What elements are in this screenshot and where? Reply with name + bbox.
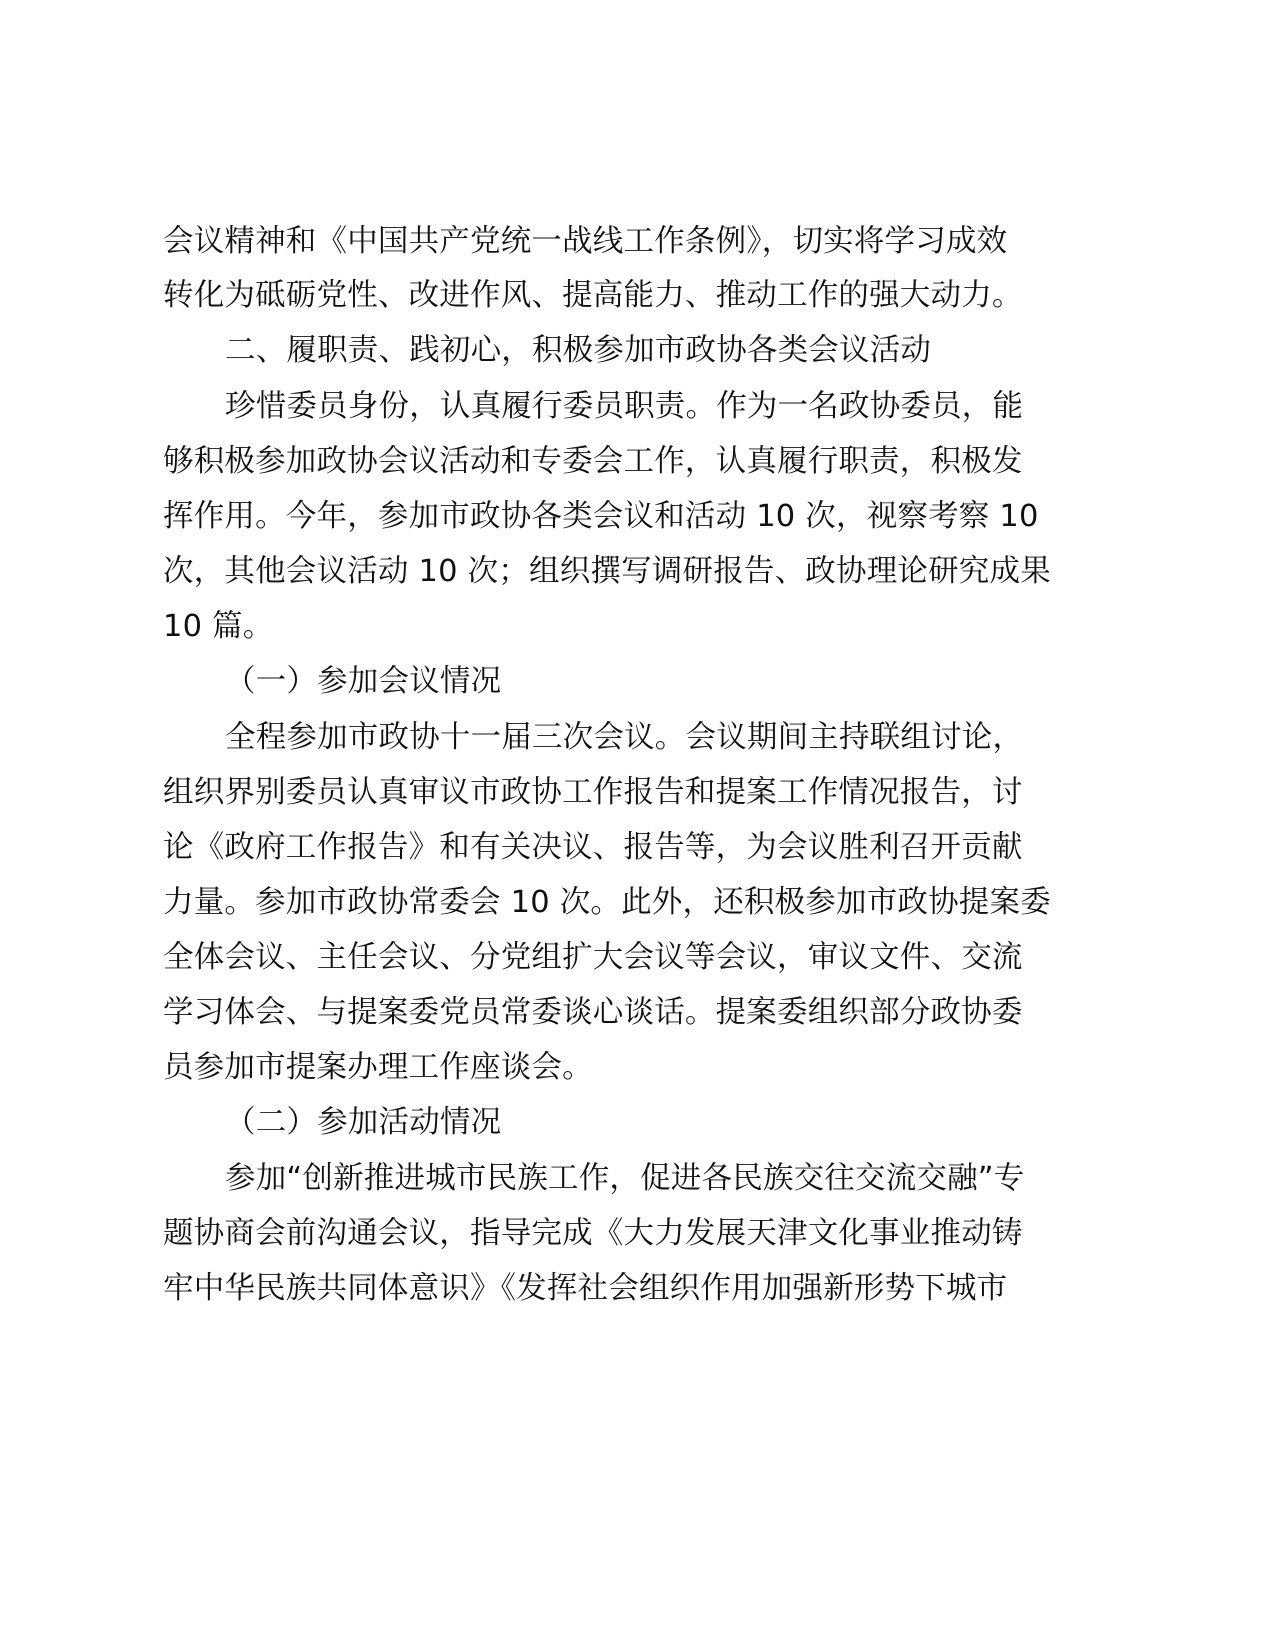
paragraph-line: 全体会议、主任会议、分党组扩大会议等会议，审议文件、交流 [163, 940, 1023, 975]
paragraph-line: 参加“创新推进城市民族工作，促进各民族交往交流交融”专 [225, 1161, 1025, 1196]
paragraph-line: 够积极参加政协会议活动和专委会工作，认真履行职责，积极发 [163, 444, 1023, 479]
paragraph-line: 题协商会前沟通会议，指导完成《大力发展天津文化事业推动铸 [163, 1216, 1023, 1251]
paragraph-line: 挥作用。今年，参加市政协各类会议和活动 10 次，视察考察 10 [163, 499, 1039, 534]
paragraph-line: 转化为砥砺党性、改进作风、提高能力、推动工作的强大动力。 [163, 278, 1023, 313]
paragraph-line: 珍惜委员身份，认真履行委员职责。作为一名政协委员，能 [225, 389, 1024, 424]
paragraph-line: 次，其他会议活动 10 次；组织撰写调研报告、政协理论研究成果 [163, 554, 1051, 589]
paragraph-line: 组织界别委员认真审议市政协工作报告和提案工作情况报告，讨 [163, 775, 1023, 810]
paragraph-line: 10 篇。 [163, 609, 274, 644]
section-heading: 二、履职责、践初心，积极参加市政协各类会议活动 [225, 333, 932, 368]
paragraph-line: 学习体会、与提案委党员常委谈心谈话。提案委组织部分政协委 [163, 995, 1023, 1030]
subsection-heading: （一）参加会议情况 [225, 664, 502, 699]
paragraph-line: 会议精神和《中国共产党统一战线工作条例》，切实将学习成效 [163, 224, 1008, 259]
subsection-heading: （二）参加活动情况 [225, 1105, 502, 1140]
paragraph-line: 员参加市提案办理工作座谈会。 [163, 1050, 593, 1085]
paragraph-line: 论《政府工作报告》和有关决议、报告等，为会议胜利召开贡献 [163, 830, 1023, 865]
paragraph-line: 牢中华民族共同体意识》《发挥社会组织作用加强新形势下城市 [163, 1271, 1008, 1306]
paragraph-line: 力量。参加市政协常委会 10 次。此外，还积极参加市政协提案委 [163, 885, 1051, 920]
paragraph-line: 全程参加市政协十一届三次会议。会议期间主持联组讨论， [225, 720, 1024, 755]
